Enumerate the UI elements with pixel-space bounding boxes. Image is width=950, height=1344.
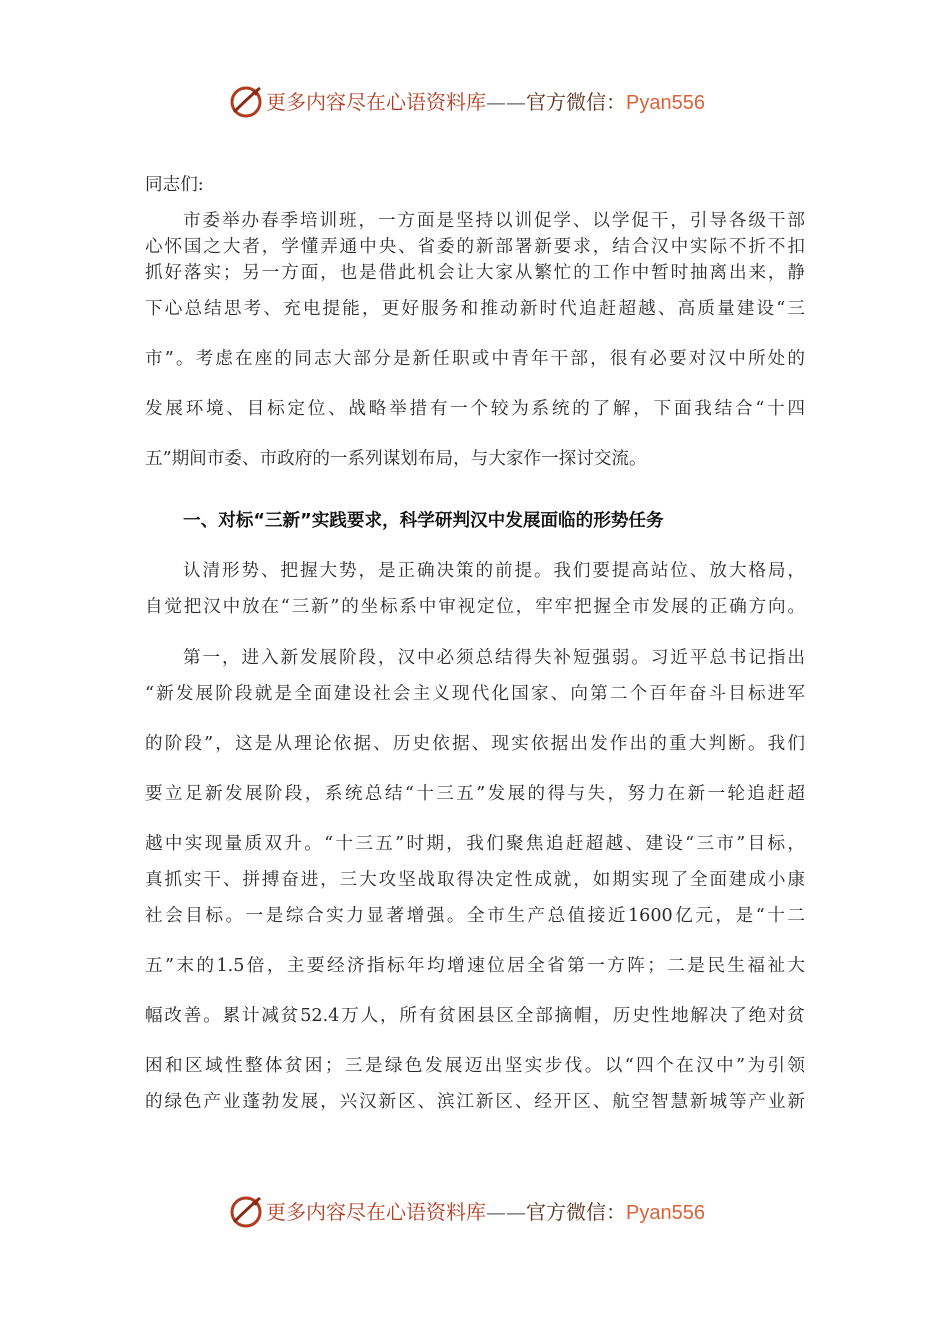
salutation: 同志们: xyxy=(145,175,204,195)
section-heading: 一、对标“三新”实践要求，科学研判汉中发展面临的形势任务 xyxy=(183,511,664,531)
banner-wechat-label: 官方微信： xyxy=(526,90,626,114)
text-line: 发展环境、目标定位、战略举措有一个较为系统的了解，下面我结合“十四 xyxy=(145,399,805,419)
text-line: 第一，进入新发展阶段，汉中必须总结得失补短强弱。习近平总书记指出 xyxy=(183,648,805,668)
banner-wechat-id: Pyan556 xyxy=(626,1202,705,1224)
banner-wechat-id: Pyan556 xyxy=(626,92,705,114)
text-line: 认清形势、把握大势，是正确决策的前提。我们要提高站位、放大格局， xyxy=(183,561,805,581)
text-line: 抓好落实；另一方面，也是借此机会让大家从繁忙的工作中暂时抽离出来，静 xyxy=(145,263,805,283)
banner-main-text: 更多内容尽在心语资料库 xyxy=(266,90,486,114)
text-line: 五”末的1.5倍，主要经济指标年均增速位居全省第一方阵；二是民生福祉大 xyxy=(145,956,805,976)
text-line: 的绿色产业蓬勃发展，兴汉新区、滨江新区、经开区、航空智慧新城等产业新 xyxy=(145,1092,805,1112)
banner-dash: —— xyxy=(486,1200,526,1224)
text-line: 困和区域性整体贫困；三是绿色发展迈出坚实步伐。以“四个在汉中”为引领 xyxy=(145,1056,805,1076)
text-line: 的阶段”，这是从理论依据、历史依据、现实依据出发作出的重大判断。我们 xyxy=(145,734,805,754)
watermark-banner-bottom xyxy=(0,1190,950,1234)
text-line: “新发展阶段就是全面建设社会主义现代化国家、向第二个百年奋斗目标进军 xyxy=(145,684,805,704)
banner-text xyxy=(266,88,705,117)
banner-dash: —— xyxy=(486,90,526,114)
banner-text xyxy=(266,1198,705,1227)
text-line: 下心总结思考、充电提能，更好服务和推动新时代追赶超越、高质量建设“三 xyxy=(145,299,805,319)
brush-logo-icon xyxy=(226,82,266,122)
text-line: 五”期间市委、市政府的一系列谋划布局，与大家作一探讨交流。 xyxy=(145,449,647,469)
text-line: 自觉把汉中放在“三新”的坐标系中审视定位，牢牢把握全市发展的正确方向。 xyxy=(145,597,805,617)
text-line: 市”。考虑在座的同志大部分是新任职或中青年干部，很有必要对汉中所处的 xyxy=(145,349,805,369)
text-line: 要立足新发展阶段，系统总结“十三五”发展的得与失，努力在新一轮追赶超 xyxy=(145,784,805,804)
text-line: 心怀国之大者，学懂弄通中央、省委的新部署新要求，结合汉中实际不折不扣 xyxy=(145,237,805,257)
brush-logo-icon xyxy=(226,1192,266,1232)
text-line: 市委举办春季培训班，一方面是坚持以训促学、以学促干，引导各级干部 xyxy=(183,211,805,231)
banner-main-text: 更多内容尽在心语资料库 xyxy=(266,1200,486,1224)
text-line: 幅改善。累计减贫52.4万人，所有贫困县区全部摘帽，历史性地解决了绝对贫 xyxy=(145,1006,805,1026)
text-line: 真抓实干、拼搏奋进，三大攻坚战取得决定性成就，如期实现了全面建成小康 xyxy=(145,870,805,890)
text-line: 越中实现量质双升。“十三五”时期，我们聚焦追赶超越、建设“三市”目标， xyxy=(145,834,805,854)
text-line: 社会目标。一是综合实力显著增强。全市生产总值接近1600亿元，是“十二 xyxy=(145,906,805,926)
watermark-banner-top xyxy=(0,80,950,124)
banner-wechat-label: 官方微信： xyxy=(526,1200,626,1224)
